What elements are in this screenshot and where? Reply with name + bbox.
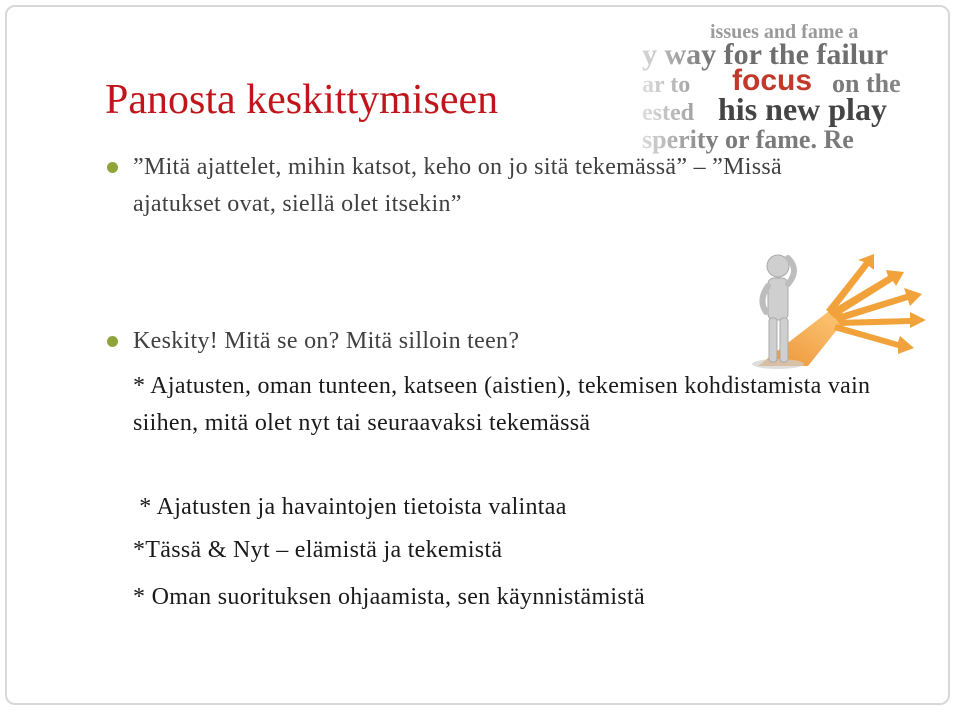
slide-title: Panosta keskittymiseen — [105, 77, 499, 123]
bullet-dot-2 — [107, 336, 118, 347]
focus-text-image — [640, 24, 938, 154]
sub-item-1: * Ajatusten, oman tunteen, katseen (aistien), tekemisen kohdistamista vain siihen, mitä olet nyt tai seuraavaksi tekemässä — [133, 373, 871, 436]
sub-item-2: * Ajatusten ja havaintojen tietoista valintaa — [133, 494, 567, 520]
crossroads-person-image — [738, 246, 938, 371]
sub-item-4: * Oman suorituksen ohjaamista, sen käynnistämistä — [133, 584, 645, 610]
sub-item-3: *Tässä & Nyt – elämistä ja tekemistä — [133, 537, 503, 563]
bullet-dot-1 — [107, 162, 118, 173]
arrows-icon — [826, 254, 926, 354]
bullet-text-1: ”Mitä ajattelet, mihin katsot, keho on jo sitä tekemässä” – ”Missä ajatukset ovat, siellä olet itsekin” — [133, 154, 782, 217]
bullet-text-2: Keskity! Mitä se on? Mitä silloin teen? — [133, 328, 520, 354]
